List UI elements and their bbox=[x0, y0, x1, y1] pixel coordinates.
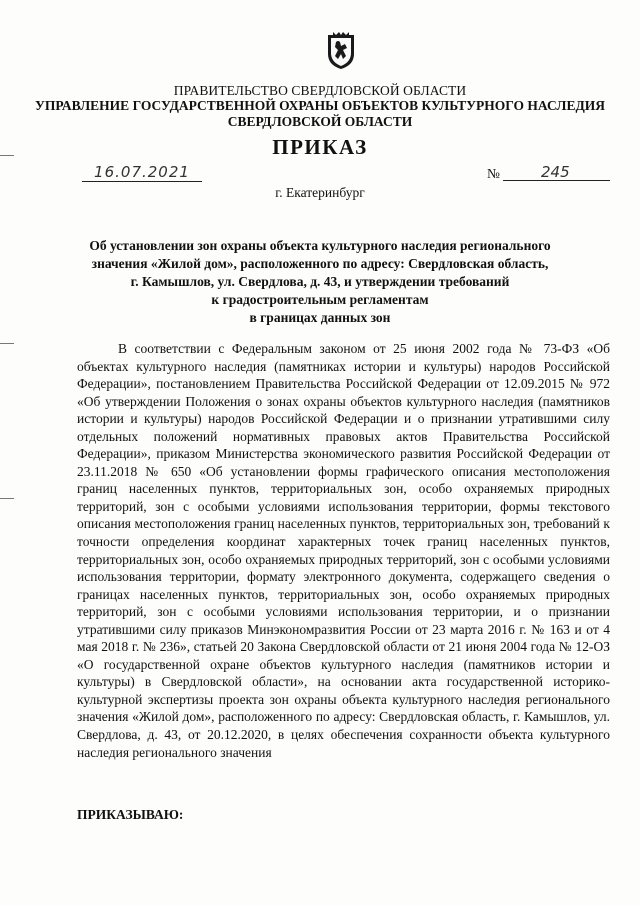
department-line: СВЕРДЛОВСКОЙ ОБЛАСТИ bbox=[227, 114, 413, 129]
order-date: 16.07.2021 bbox=[82, 163, 202, 182]
order-number: 245 bbox=[503, 163, 610, 181]
order-subject bbox=[0, 237, 640, 327]
scan-mark bbox=[0, 343, 14, 344]
subject-line: значения «Жилой дом», расположенного по адресу: Свердловская область, bbox=[91, 256, 549, 271]
scan-mark bbox=[0, 498, 14, 499]
subject-line: в границах данных зон bbox=[249, 310, 391, 325]
subject-line: Об установлении зон охраны объекта культурного наследия регионального bbox=[89, 238, 551, 253]
body-paragraph: В соответствии с Федеральным законом от 25 июня 2002 года № 73-ФЗ «Об объектах культурного наследия (памятниках истории и культуры) народов Российской Федерации», постановлением Правительства Российской Федерации от 12.09.2015 № 972 «Об утверждении Положения о зонах охраны объектов культурного наследия (памятников истории и культуры) народов Российской Федерации и о признании утратившими силу отдельных положений нормативных правовых актов Правительства Российской Федерации», приказом Министерства экономического развития Российской Федерации от 23.11.2018 № 650 «Об установлении формы графического описания местоположения границ населенных пунктов, территориальных зон, особо охраняемых природных территорий, зон с особыми условиями использования территории, формы текстового описания местоположения границ населенных пунктов, территориальных зон, требований к точности определения координат характерных точек границ населенных пунктов, территориальных зон, особо охраняемых природных территорий, зон с особыми условиями использования территории, формату электронного документа, содержащего сведения о границах населенных пунктов, территориальных зон, особо охраняемых природных территорий, зон с особыми условиями использования территории, и о признании утратившими силу приказов Минэкономразвития России от 23 марта 2016 г. № 163 и от 4 мая 2018 г. № 236», статьей 20 Закона Свердловской области от 21 июня 2004 года № 12-ОЗ «О государственной охране объектов культурного наследия (памятников истории и культуры) в Свердловской области», на основании акта государственной историко-культурной экспертизы проекта зон охраны объекта культурного наследия регионального значения «Жилой дом», расположенного по адресу: Свердловская область, г. Камышлов, ул. Свердлова, д. 43, от 20.12.2020, в целях обеспечения сохранности объекта культурного наследия регионального значения bbox=[77, 341, 610, 760]
orders-heading: ПРИКАЗЫВАЮ: bbox=[77, 807, 184, 822]
document-title: ПРИКАЗ bbox=[272, 135, 368, 159]
scan-mark bbox=[0, 155, 14, 156]
subject-line: к градостроительным регламентам bbox=[211, 292, 429, 307]
government-name: ПРАВИТЕЛЬСТВО СВЕРДЛОВСКОЙ ОБЛАСТИ bbox=[173, 83, 467, 98]
department-line: УПРАВЛЕНИЕ ГОСУДАРСТВЕННОЙ ОХРАНЫ ОБЪЕКТОВ КУЛЬТУРНОГО НАСЛЕДИЯ bbox=[34, 98, 606, 113]
coat-of-arms-icon bbox=[327, 32, 355, 70]
subject-line: г. Камышлов, ул. Свердлова, д. 43, и утверждении требований bbox=[130, 274, 510, 289]
city: г. Екатеринбург bbox=[275, 185, 365, 200]
number-label: № bbox=[487, 166, 500, 181]
department-name bbox=[0, 98, 640, 130]
